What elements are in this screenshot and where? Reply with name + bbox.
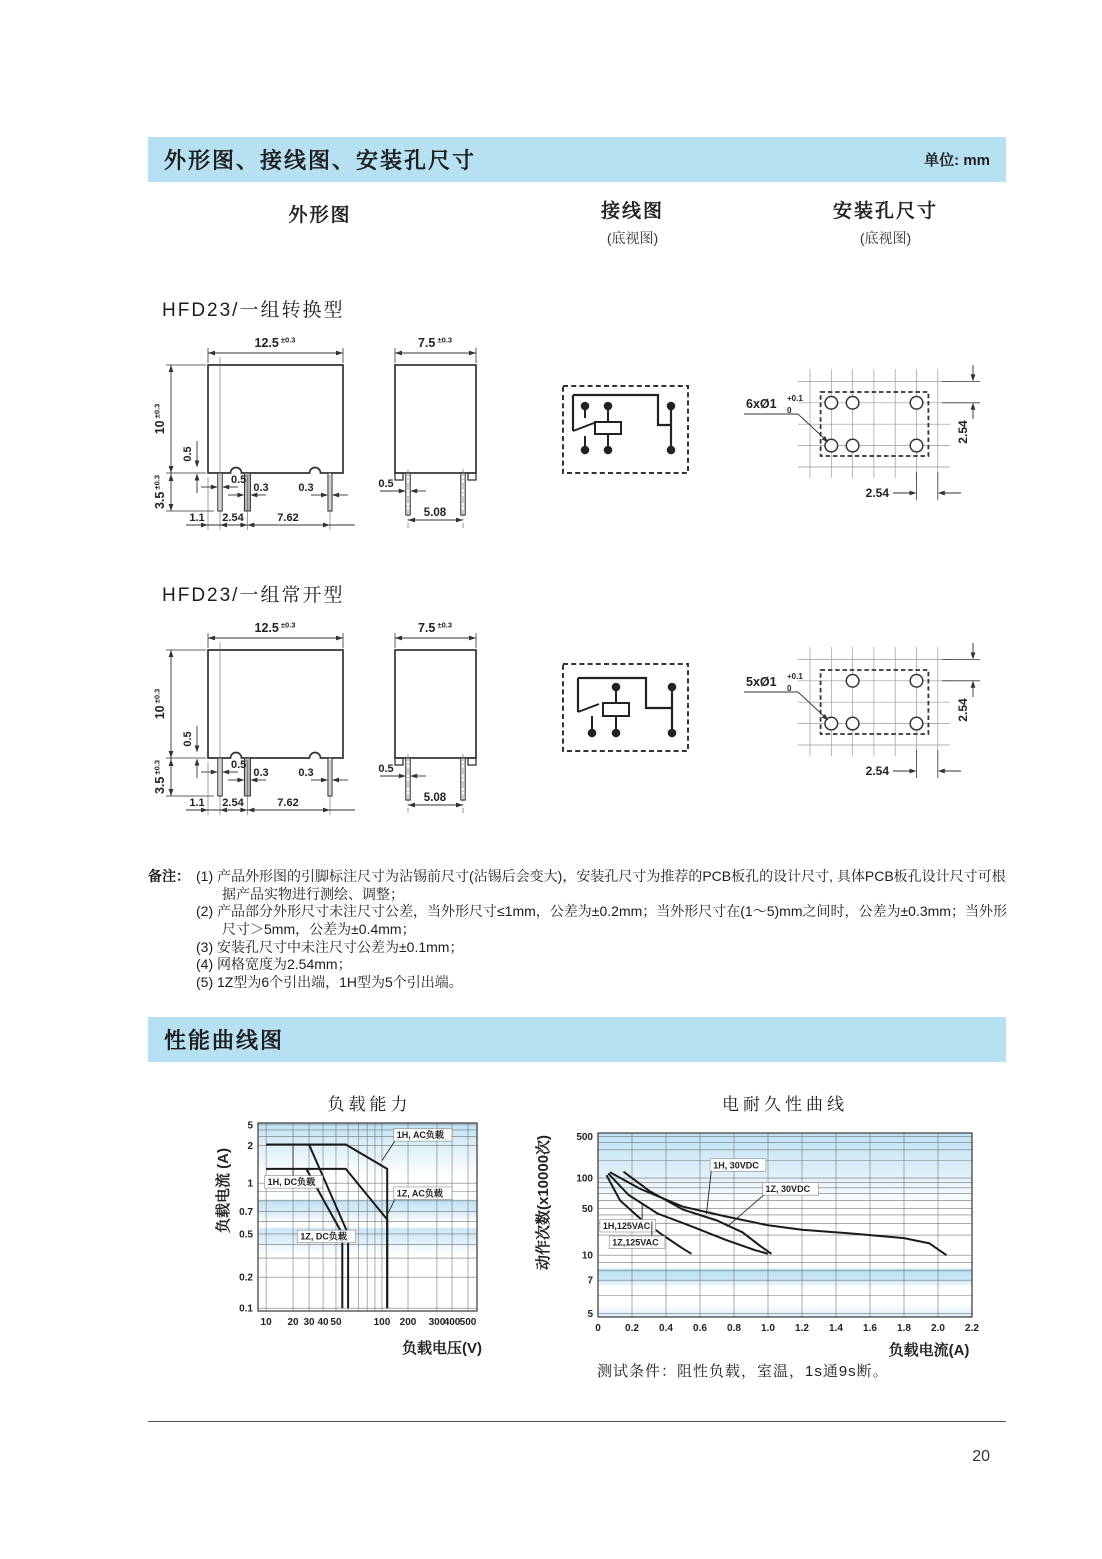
- svg-text:0.1: 0.1: [239, 1303, 253, 1315]
- svg-text:2.54: 2.54: [865, 486, 889, 500]
- svg-text:+0.1: +0.1: [787, 394, 803, 403]
- footer-divider: [148, 1421, 1006, 1422]
- unit-label: 单位: mm: [924, 152, 990, 169]
- dimensions-section-title: 外形图、接线图、安装孔尺寸: [164, 148, 477, 173]
- svg-text:5: 5: [587, 1308, 593, 1320]
- column-header-outline: 外形图: [288, 205, 352, 226]
- mounting-holes-1h: [740, 630, 988, 793]
- outline-side-view-1z: [368, 323, 503, 543]
- outline-front-view-1z: [140, 323, 370, 543]
- svg-text:50: 50: [581, 1203, 593, 1215]
- svg-text:2: 2: [247, 1141, 253, 1153]
- svg-text:0.3: 0.3: [253, 767, 269, 779]
- svg-text:1Z, DC负载: 1Z, DC负载: [300, 1231, 347, 1242]
- svg-text:0: 0: [787, 406, 792, 415]
- svg-text:400: 400: [443, 1317, 461, 1328]
- column-subheader-mounting-bottom-view: (底视图): [859, 230, 912, 246]
- outline-side-view-1h: [368, 608, 503, 828]
- endurance-chart-title: 电耐久性曲线: [722, 1095, 848, 1114]
- mounting-pattern-1z: [740, 352, 988, 510]
- endurance-plot: [534, 1105, 1004, 1360]
- svg-text:1.1: 1.1: [189, 797, 205, 809]
- svg-text:+0.1: +0.1: [787, 672, 803, 681]
- outline-side-drawing-1h: [368, 608, 503, 823]
- svg-text:500: 500: [576, 1132, 593, 1144]
- column-header-wiring: 接线图: [600, 201, 664, 222]
- notes-items: [196, 868, 1010, 991]
- svg-text:30: 30: [303, 1317, 315, 1328]
- svg-text:0.8: 0.8: [727, 1323, 741, 1334]
- note-item: (4) 网格宽度为2.54mm；: [196, 956, 352, 973]
- svg-text:40: 40: [317, 1317, 329, 1328]
- svg-text:1H, AC负载: 1H, AC负载: [396, 1130, 444, 1141]
- outline-side-drawing-1z: [368, 323, 503, 538]
- svg-text:3.5 ±0.3: 3.5 $^{\pm 0.3}$: [152, 759, 167, 795]
- svg-text:0.3: 0.3: [253, 482, 269, 494]
- svg-text:0: 0: [787, 684, 792, 693]
- mounting-holes-1z: [740, 352, 988, 515]
- svg-text:负载电压(V): 负载电压(V): [402, 1340, 482, 1357]
- svg-text:负载电流 (A): 负载电流 (A): [215, 1148, 232, 1233]
- svg-text:10 ±0.3: 10 $^{\pm 0.3}$: [152, 403, 167, 435]
- svg-text:0.4: 0.4: [659, 1323, 673, 1334]
- svg-text:5.08: 5.08: [423, 507, 447, 519]
- svg-text:2.54: 2.54: [865, 764, 889, 778]
- svg-text:0.3: 0.3: [298, 767, 314, 779]
- wiring-diagram-1h: [553, 656, 703, 766]
- column-header-mounting: 安装孔尺寸: [832, 201, 938, 222]
- svg-text:12.5 ±0.3: 12.5 $^{\pm 0.3}$: [254, 620, 296, 635]
- load-capability-chart: [212, 1105, 527, 1365]
- svg-text:1.1: 1.1: [189, 512, 205, 524]
- svg-text:5xØ1: 5xØ1: [746, 675, 777, 689]
- wiring-schematic-1h: [553, 656, 703, 761]
- svg-text:2.0: 2.0: [931, 1323, 945, 1334]
- svg-text:7.62: 7.62: [277, 797, 299, 809]
- test-condition: 测试条件：阻性负载，室温，1s通9s断。: [597, 1363, 889, 1380]
- svg-text:0: 0: [595, 1323, 601, 1334]
- svg-text:0.6: 0.6: [693, 1323, 707, 1334]
- column-subheader-wiring-bottom-view: (底视图): [606, 230, 659, 246]
- variant-title-1h: HFD23/一组常开型: [162, 585, 345, 606]
- svg-text:1H, DC负载: 1H, DC负载: [267, 1177, 316, 1188]
- curves-section-title: 性能曲线图: [164, 1028, 285, 1053]
- note-item: (2) 产品部分外形尺寸未注尺寸公差，当外形尺寸≤1mm，公差为±0.2mm；当外形尺寸在(1～5)mm之间时，公差为±0.3mm；当外形尺寸＞5mm，公差为±0.4mm；: [196, 903, 1007, 937]
- endurance-chart: [534, 1105, 1004, 1365]
- wiring-schematic-1z: [553, 378, 703, 483]
- svg-text:0.3: 0.3: [298, 482, 314, 494]
- svg-text:1.0: 1.0: [761, 1323, 775, 1334]
- svg-text:1.2: 1.2: [795, 1323, 809, 1334]
- load-capability-chart-title: 负载能力: [327, 1095, 412, 1114]
- svg-text:0.5: 0.5: [231, 474, 247, 486]
- svg-text:10 ±0.3: 10 $^{\pm 0.3}$: [152, 688, 167, 720]
- svg-text:1: 1: [247, 1178, 253, 1190]
- svg-text:0.5: 0.5: [378, 478, 394, 490]
- variant-title-1z: HFD23/一组转换型: [162, 300, 345, 321]
- svg-text:10: 10: [581, 1250, 593, 1262]
- svg-text:负载电流(A): 负载电流(A): [888, 1342, 970, 1359]
- svg-text:1.4: 1.4: [829, 1323, 843, 1334]
- svg-text:100: 100: [576, 1173, 593, 1185]
- svg-text:7.5 ±0.3: 7.5 $^{\pm 0.3}$: [417, 335, 453, 350]
- svg-text:5: 5: [247, 1120, 253, 1132]
- note-item: (5) 1Z型为6个引出端，1H型为5个引出端。: [196, 973, 463, 990]
- note-item: (1) 产品外形图的引脚标注尺寸为沾锡前尺寸(沾锡后会变大)，安装孔尺寸为推荐的PCB板孔的设计尺寸, 具体PCB板孔设计尺寸可根据产品实物进行测绘、调整；: [196, 868, 1006, 902]
- svg-text:1H,125VAC: 1H,125VAC: [602, 1220, 651, 1231]
- page-number: 20: [972, 1448, 990, 1465]
- svg-text:1.8: 1.8: [897, 1323, 911, 1334]
- svg-text:0.5: 0.5: [231, 759, 247, 771]
- load-capability-plot: [212, 1105, 527, 1360]
- svg-text:0.5: 0.5: [239, 1229, 253, 1241]
- svg-text:500: 500: [459, 1317, 477, 1328]
- curves-section-header: [148, 1017, 1006, 1062]
- svg-text:20: 20: [287, 1317, 299, 1328]
- svg-text:2.2: 2.2: [965, 1323, 979, 1334]
- svg-text:1Z,125VAC: 1Z,125VAC: [612, 1237, 659, 1248]
- svg-text:0.7: 0.7: [239, 1206, 253, 1218]
- note-item: (3) 安装孔尺寸中未注尺寸公差为±0.1mm；: [196, 938, 464, 955]
- svg-text:1Z, 30VDC: 1Z, 30VDC: [765, 1184, 811, 1195]
- svg-text:50: 50: [330, 1317, 342, 1328]
- svg-text:7: 7: [587, 1275, 593, 1287]
- svg-text:2.54: 2.54: [222, 797, 244, 809]
- mounting-pattern-1h: [740, 630, 988, 788]
- svg-text:1Z, AC负载: 1Z, AC负载: [396, 1188, 443, 1199]
- dimensions-section-header: [148, 137, 1006, 182]
- svg-text:10: 10: [260, 1317, 272, 1328]
- notes: [148, 868, 1010, 991]
- notes-label: 备注：: [148, 868, 190, 884]
- svg-text:5.08: 5.08: [423, 792, 447, 804]
- wiring-diagram-1z: [553, 378, 703, 488]
- svg-text:0.5: 0.5: [182, 731, 194, 747]
- svg-text:300: 300: [428, 1317, 446, 1328]
- svg-text:3.5 ±0.3: 3.5 $^{\pm 0.3}$: [152, 474, 167, 510]
- svg-text:2.54: 2.54: [956, 420, 970, 444]
- svg-text:动作次数(x10000次): 动作次数(x10000次): [535, 1134, 552, 1270]
- svg-text:2.54: 2.54: [956, 698, 970, 722]
- svg-text:7.5 ±0.3: 7.5 $^{\pm 0.3}$: [417, 620, 453, 635]
- outline-front-drawing-1z: [140, 323, 370, 538]
- svg-text:7.62: 7.62: [277, 512, 299, 524]
- svg-text:1.6: 1.6: [863, 1323, 877, 1334]
- svg-text:2.54: 2.54: [222, 512, 244, 524]
- svg-text:0.2: 0.2: [239, 1272, 253, 1284]
- svg-text:0.5: 0.5: [378, 763, 394, 775]
- svg-text:1H, 30VDC: 1H, 30VDC: [713, 1160, 759, 1171]
- outline-front-view-1h: [140, 608, 370, 828]
- svg-text:0.5: 0.5: [182, 446, 194, 462]
- svg-text:100: 100: [373, 1317, 391, 1328]
- svg-text:12.5 ±0.3: 12.5 $^{\pm 0.3}$: [254, 335, 296, 350]
- svg-text:0.2: 0.2: [625, 1323, 639, 1334]
- svg-text:6xØ1: 6xØ1: [746, 397, 777, 411]
- svg-text:200: 200: [399, 1317, 417, 1328]
- outline-front-drawing-1h: [140, 608, 370, 823]
